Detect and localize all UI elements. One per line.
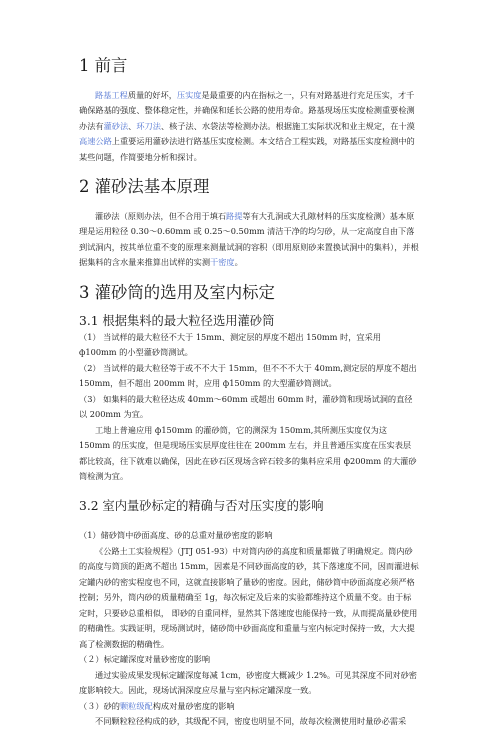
section-3-2-title: 3.2 室内量砂标定的精确与否对压实度的影响 [79, 498, 324, 513]
list-item-2: （2） 当试样的最大粒径等于或不不大于 15mm，但不不不大于 40mm,测定层的厚度不超出 150mm，但不超出 200mm 时，应用 ф150mm 的大型灌砂筒测试。 [79, 362, 417, 388]
section-1-paragraph [79, 88, 419, 166]
section-3-title: 3 灌砂筒的选用及室内标定 [79, 282, 275, 302]
text-run: 是最重要的内在指标之一，只有对路基进行充足压实，才千确保路基的强度、整体稳定性，并确保和延长公路的使用寿命。路基现场压实度检测重要检测办法有 [79, 89, 415, 131]
section-2-paragraph [79, 209, 419, 271]
practice-paragraph: 工地上普遍应用 ф150mm 的灌砂筒，它的测深为 150mm,其所测压实度仅为这 150mm 的压实度，但是现场压实层厚度往往在 200mm 左右，并且普通压实度在压实表层都比较高，往下就难以确保，因此在砂石区现场含碎石较多的集料应采用 ф200mm 的大灌砂筒检测为宜。 [79, 424, 417, 481]
inline-link[interactable]: 颗粒级配 [119, 700, 153, 711]
subsection-3-paragraph: 不同颗粒粒径构成的砂，其级配不同，密度也明显不同，故每次检测使用时量砂必需采 [95, 716, 407, 726]
text-run: （３）砂的 [79, 700, 120, 711]
document-body [79, 58, 419, 730]
subsection-2-title: （２）标定罐深度对量砂密度的影响 [79, 654, 211, 664]
text-run: 等有大孔洞或大孔隙材料的压实度检测）基本原理是运用粒径 0.30～0.60mm 或 0.25～0.50mm 清洁干净的均匀砂，从一定高度自由下落到试洞内，按其单位重不变的原理来测量试洞的容积（即用原则砂来置换试洞中的集料），并根据集料的含水量来推算出试样的实测 [79, 210, 419, 267]
inline-link[interactable]: 高速公路 [79, 136, 112, 146]
inline-link[interactable]: 干密度 [210, 257, 235, 267]
inline-link[interactable]: 路提 [226, 210, 243, 221]
subsection-2-paragraph: 通过实验成果发现标定罐深度每减 1cm，砂密度大概减少 1.2%。可见其深度不同对砂密度影响较大。因此，现场试洞深度应尽量与室内标定罐深度一致。 [79, 669, 417, 695]
subsection-1-paragraph: 《公路土工实验规程》（JTJ 051-93）中对筒内砂的高度和质量都做了明确规定。筒内砂的高度与筒顶的距离不超出 15mm，因素是不同砂面高度的砂，其下落速度不同，因而灌进标定罐内砂的密实程度也不同，这就直接影响了量砂的密度。因此，储砂筒中砂面高度必须严格控制；另外，筒内砂的质量精确至 1g，每次标定及后来的实验都维持这个质量不变。由于标定时，只要砂总重相似， 即砂的自重同样，显然其下落速度也能保持一致，从而提高量砂使用的精确性。实践证明，现场测试时，储砂筒中砂面高度和重量与室内标定时保持一致，大大提高了检测数据的精确性。 [79, 545, 419, 649]
inline-link[interactable]: 灌砂法 [103, 120, 129, 131]
list-item-1: （1） 当试样的最大粒径不大于 15mm、测定层的厚度不超出 150mm 时，宜采用 ф100mm 的小型灌砂筒测试。 [79, 331, 381, 357]
inline-link[interactable]: 压实度 [176, 89, 202, 100]
text-run: 、 [128, 120, 137, 131]
text-run: 、核子法、水袋法等检测办法。根据施工实际状况和业主规定，在十漠 [160, 120, 415, 131]
section-2-title: 2 灌砂法基本原理 [79, 177, 210, 196]
section-1-title: 1 前言 [79, 56, 128, 75]
text-run: 构成对量砂密度的影响 [152, 700, 235, 711]
text-run: 质量的好坏， [127, 89, 177, 100]
text-run: 。 [234, 257, 243, 267]
list-item-3: （3） 如集料的最大粒径达成 40mm～60mm 或超出 60mm 时，灌砂筒和现场试洞的直径以 200mm 为宜。 [79, 393, 413, 419]
text-run: 灌砂法（原则办法，但不合用于填石 [95, 210, 227, 221]
inline-link[interactable]: 环刀法 [136, 120, 161, 131]
section-3-1-title: 3.1 根据集料的最大粒径选用灌砂筒 [79, 314, 275, 328]
subsection-1-title: （1）储砂筒中砂面高度、砂的总重对量砂密度的影响 [79, 530, 273, 540]
inline-link[interactable]: 路基工程 [95, 89, 128, 100]
subsection-3-title [79, 699, 419, 715]
text-run: 上重要运用灌砂法进行路基压实度检测。本文结合工程实践，对路基压实度检测中的某些问题，作简要地分析和探讨。 [79, 136, 415, 162]
